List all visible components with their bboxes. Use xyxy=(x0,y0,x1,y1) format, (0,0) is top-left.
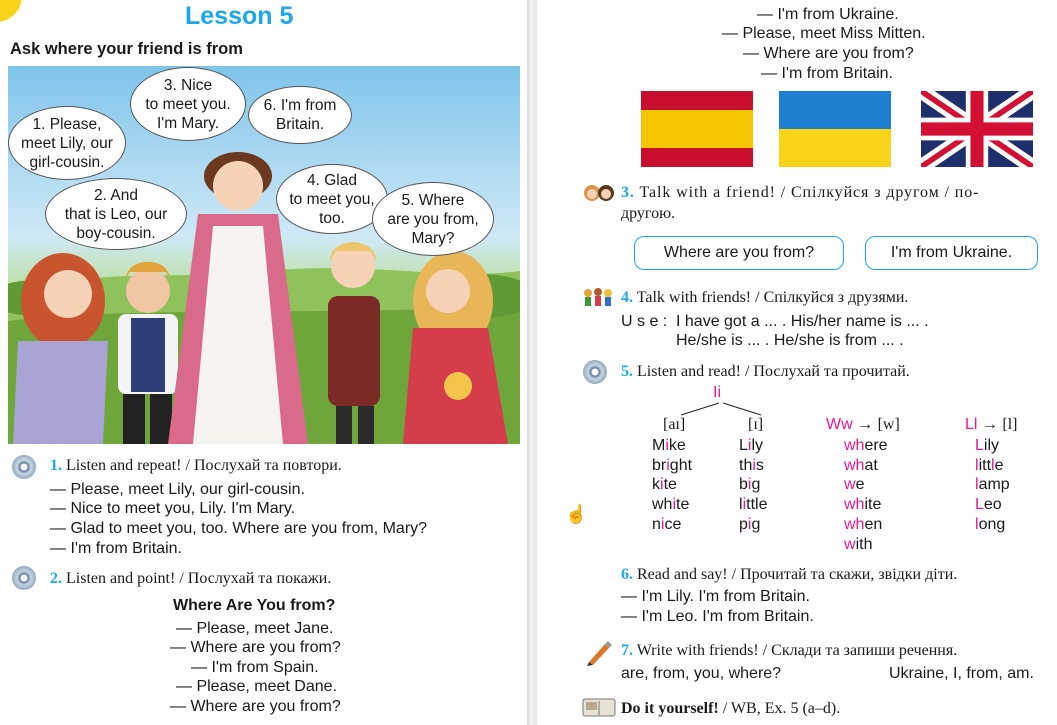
exercise-7-number: 7. xyxy=(621,642,633,659)
speech-bubble-5-text: 5. Where are you from, Mary? xyxy=(387,191,479,247)
word-part: wh xyxy=(652,496,673,514)
phrase-card-question xyxy=(634,236,844,270)
word-part: l xyxy=(739,496,743,514)
poem-line: — Please, meet Dane. xyxy=(176,678,337,695)
highlighted-letter: wh xyxy=(844,496,865,514)
word-item xyxy=(739,436,767,456)
word-part: eo xyxy=(983,496,1002,514)
phrase-card-answer xyxy=(865,236,1038,270)
exercise-2-title: Listen and point! / Послухай та покажи. xyxy=(66,570,332,587)
word-item xyxy=(844,515,888,535)
highlighted-letter: i xyxy=(747,476,752,494)
do-it-yourself-ref: / WB, Ex. 5 (a–d). xyxy=(718,700,841,717)
word-item xyxy=(739,495,767,515)
flag-stripe xyxy=(641,91,753,110)
exercise-4-number: 4. xyxy=(621,289,633,306)
hand-cursor-icon: ☝ xyxy=(565,504,588,524)
group-kids-icon xyxy=(581,287,615,307)
pencil-icon xyxy=(585,640,613,666)
speech-bubble-2 xyxy=(45,178,187,250)
left-page xyxy=(0,0,527,725)
word-part: amp xyxy=(978,476,1010,494)
word-part: L xyxy=(739,437,748,454)
word-item xyxy=(975,436,1010,456)
exercise-5-heading xyxy=(621,363,910,381)
workbook-icon xyxy=(582,696,616,718)
word-part: g xyxy=(751,476,761,494)
word-item xyxy=(652,495,692,515)
exercise-6-number: 6. xyxy=(621,566,633,583)
word-part: br xyxy=(652,456,667,474)
ll-header xyxy=(965,416,1017,434)
speech-bubble-1-text: 1. Please, meet Lily, our girl-cousin. xyxy=(21,115,113,171)
word-part: M xyxy=(652,437,666,454)
highlighted-letter: i xyxy=(660,476,664,494)
word-item xyxy=(844,456,888,476)
word-item xyxy=(975,495,1010,515)
ll-letter: Ll xyxy=(965,416,978,433)
flag-stripe xyxy=(779,91,891,129)
word-part: te xyxy=(676,496,690,514)
word-item xyxy=(652,475,692,495)
speech-bubble-1 xyxy=(8,106,126,180)
right-page xyxy=(537,0,1057,725)
word-column-i xyxy=(739,436,767,535)
book-gutter xyxy=(527,0,537,725)
flag-stripe xyxy=(641,110,753,148)
exercise-5-title: Listen and read! / Послухай та прочитай. xyxy=(637,363,910,380)
split-lines xyxy=(677,402,767,416)
word-part: ght xyxy=(669,456,693,474)
poem-line: — Please, meet Jane. xyxy=(176,620,334,637)
word-item xyxy=(652,436,692,456)
highlighted-letter: wh xyxy=(844,456,865,474)
word-part: b xyxy=(739,476,748,494)
word-part: ttle xyxy=(746,496,768,514)
word-part: e xyxy=(855,476,865,494)
ex6-line: — I'm Lily. I'm from Britain. xyxy=(621,588,810,605)
speech-bubble-3 xyxy=(130,67,246,141)
word-part: ce xyxy=(664,515,682,533)
use-label: U s e : xyxy=(621,313,668,330)
poem-title: Where Are You from? xyxy=(173,597,336,614)
word-item xyxy=(652,456,692,476)
ex7-words-right: Ukraine, I, from, am. xyxy=(889,665,1034,682)
ukraine-flag[interactable] xyxy=(779,91,891,167)
highlighted-letter: i xyxy=(665,437,669,454)
exercise-5-number: 5. xyxy=(621,363,633,380)
word-item xyxy=(739,515,767,535)
poem-line: — Please, meet Miss Mitten. xyxy=(722,25,926,42)
two-kids-icon xyxy=(582,183,616,203)
word-column-w xyxy=(844,436,888,554)
highlighted-letter: l xyxy=(975,476,979,494)
exercise-6-title: Read and say! / Прочитай та скажи, звідки діти. xyxy=(637,566,958,583)
sun-decoration xyxy=(0,0,22,22)
speech-bubble-6 xyxy=(248,86,352,144)
highlighted-letter: l xyxy=(975,456,979,474)
word-part: ite xyxy=(864,496,882,514)
poem-line: — Where are you from? xyxy=(743,45,914,62)
word-part: k xyxy=(652,476,660,494)
exercise-3-number: 3. xyxy=(621,184,635,201)
highlighted-letter: w xyxy=(844,476,856,494)
exercise-7-heading xyxy=(621,642,957,660)
audio-cd-icon[interactable] xyxy=(583,360,607,384)
ex7-words-left: are, from, you, where? xyxy=(621,665,782,682)
highlighted-letter: w xyxy=(844,535,856,553)
use-line-2: He/she is ... . He/she is from ... . xyxy=(676,332,904,349)
word-part: n xyxy=(652,515,661,533)
arrow-icon: → xyxy=(981,416,998,433)
highlighted-letter: l xyxy=(991,456,995,474)
use-line-1: I have got a ... . His/her name is ... . xyxy=(676,313,929,330)
word-part: th xyxy=(739,456,753,474)
word-part: ere xyxy=(864,437,888,454)
ww-letter: Ww xyxy=(826,416,853,433)
word-part: ith xyxy=(855,535,873,553)
phonetic-ai: [aɪ] xyxy=(663,416,686,433)
lesson-subtitle: Ask where your friend is from xyxy=(10,40,243,58)
do-it-yourself xyxy=(621,700,840,718)
word-item xyxy=(975,475,1010,495)
phrase-card-question-text: Where are you from? xyxy=(663,244,815,261)
exercise-4-heading xyxy=(621,289,908,307)
word-item xyxy=(739,456,767,476)
ex6-line: — I'm Leo. I'm from Britain. xyxy=(621,608,814,625)
poem-line: — I'm from Spain. xyxy=(191,659,319,676)
flag-stripe xyxy=(641,148,753,167)
highlighted-letter: L xyxy=(975,437,984,454)
letter-ii-header: Ii xyxy=(713,384,721,401)
speech-bubble-3-text: 3. Nice to meet you. I'm Mary. xyxy=(145,76,231,132)
word-item xyxy=(739,475,767,495)
highlighted-letter: i xyxy=(747,515,752,533)
ex1-line: — Please, meet Lily, our girl-cousin. xyxy=(50,481,305,498)
do-it-yourself-title: Do it yourself! xyxy=(621,700,719,717)
word-part: e xyxy=(994,456,1004,474)
poem-line: — I'm from Ukraine. xyxy=(757,6,899,23)
poem-line: — Where are you from? xyxy=(170,698,341,715)
word-item xyxy=(844,535,888,555)
audio-cd-icon[interactable] xyxy=(12,455,36,479)
phrase-card-answer-text: I'm from Ukraine. xyxy=(890,244,1013,261)
word-part: te xyxy=(663,476,677,494)
exercise-2-heading xyxy=(50,570,331,588)
exercise-1-number: 1. xyxy=(50,457,62,474)
speech-bubble-2-text: 2. And that is Leo, our boy-cousin. xyxy=(64,186,168,242)
word-column-ai xyxy=(652,436,692,535)
word-column-l xyxy=(975,436,1010,535)
highlighted-letter: i xyxy=(666,456,670,474)
exercise-6-heading xyxy=(621,566,957,584)
exercise-3-title: Talk with a friend! / Спілкуйся з другом / по- xyxy=(639,184,980,201)
speech-bubble-5 xyxy=(372,182,494,256)
word-part: itt xyxy=(978,456,992,474)
dialogue-illustration xyxy=(8,66,520,444)
word-part: ong xyxy=(978,515,1006,533)
phonetic-i: [ɪ] xyxy=(748,416,764,433)
spain-flag[interactable] xyxy=(641,91,753,167)
word-item xyxy=(844,436,888,456)
speech-bubble-6-text: 6. I'm from Britain. xyxy=(263,97,337,133)
exercise-7-title: Write with friends! / Склади та запиши речення. xyxy=(636,642,958,659)
word-part: at xyxy=(864,456,878,474)
ex1-line: — I'm from Britain. xyxy=(50,540,182,557)
lesson-title: Lesson 5 xyxy=(185,2,294,30)
uk-flag-image xyxy=(921,91,1033,167)
word-item xyxy=(975,515,1010,535)
word-part: ly xyxy=(751,437,764,454)
highlighted-letter: i xyxy=(742,496,747,514)
exercise-3-title-cont: другою. xyxy=(621,205,676,222)
highlighted-letter: l xyxy=(975,515,979,533)
word-part: g xyxy=(751,515,761,533)
word-item xyxy=(975,456,1010,476)
highlighted-letter: wh xyxy=(844,437,865,454)
highlighted-letter: wh xyxy=(844,515,865,533)
highlighted-letter: i xyxy=(752,456,756,474)
ex1-line: — Glad to meet you, too. Where are you from, Mary? xyxy=(50,520,428,537)
ex1-line: — Nice to meet you, Lily. I'm Mary. xyxy=(50,500,296,517)
exercise-2-number: 2. xyxy=(50,570,62,587)
word-item xyxy=(844,475,888,495)
word-part: en xyxy=(864,515,883,533)
ww-sound: [w] xyxy=(877,416,900,433)
highlighted-letter: L xyxy=(975,496,984,514)
word-part: p xyxy=(739,515,748,533)
ww-header xyxy=(826,416,900,434)
highlighted-letter: i xyxy=(747,437,752,454)
word-part: ily xyxy=(983,437,1000,454)
word-part: s xyxy=(755,456,764,474)
arrow-icon: → xyxy=(857,416,874,433)
speech-bubble-4-text: 4. Glad to meet you, too. xyxy=(289,171,375,227)
highlighted-letter: i xyxy=(660,515,665,533)
flag-stripe xyxy=(779,129,891,167)
speech-bubble-4 xyxy=(276,164,388,234)
ll-sound: [l] xyxy=(1002,416,1018,433)
poem-line: — Where are you from? xyxy=(170,639,341,656)
exercise-3-heading xyxy=(621,184,979,202)
word-item xyxy=(844,495,888,515)
exercise-1-title: Listen and repeat! / Послухай та повтори. xyxy=(66,457,342,474)
audio-cd-icon[interactable] xyxy=(12,566,36,590)
uk-flag[interactable] xyxy=(921,91,1033,167)
exercise-4-title: Talk with friends! / Спілкуйся з друзями. xyxy=(636,289,909,306)
highlighted-letter: i xyxy=(672,496,677,514)
word-part: ke xyxy=(668,437,686,454)
poem-line: — I'm from Britain. xyxy=(761,65,893,82)
word-item xyxy=(652,515,692,535)
exercise-1-heading xyxy=(50,457,342,475)
